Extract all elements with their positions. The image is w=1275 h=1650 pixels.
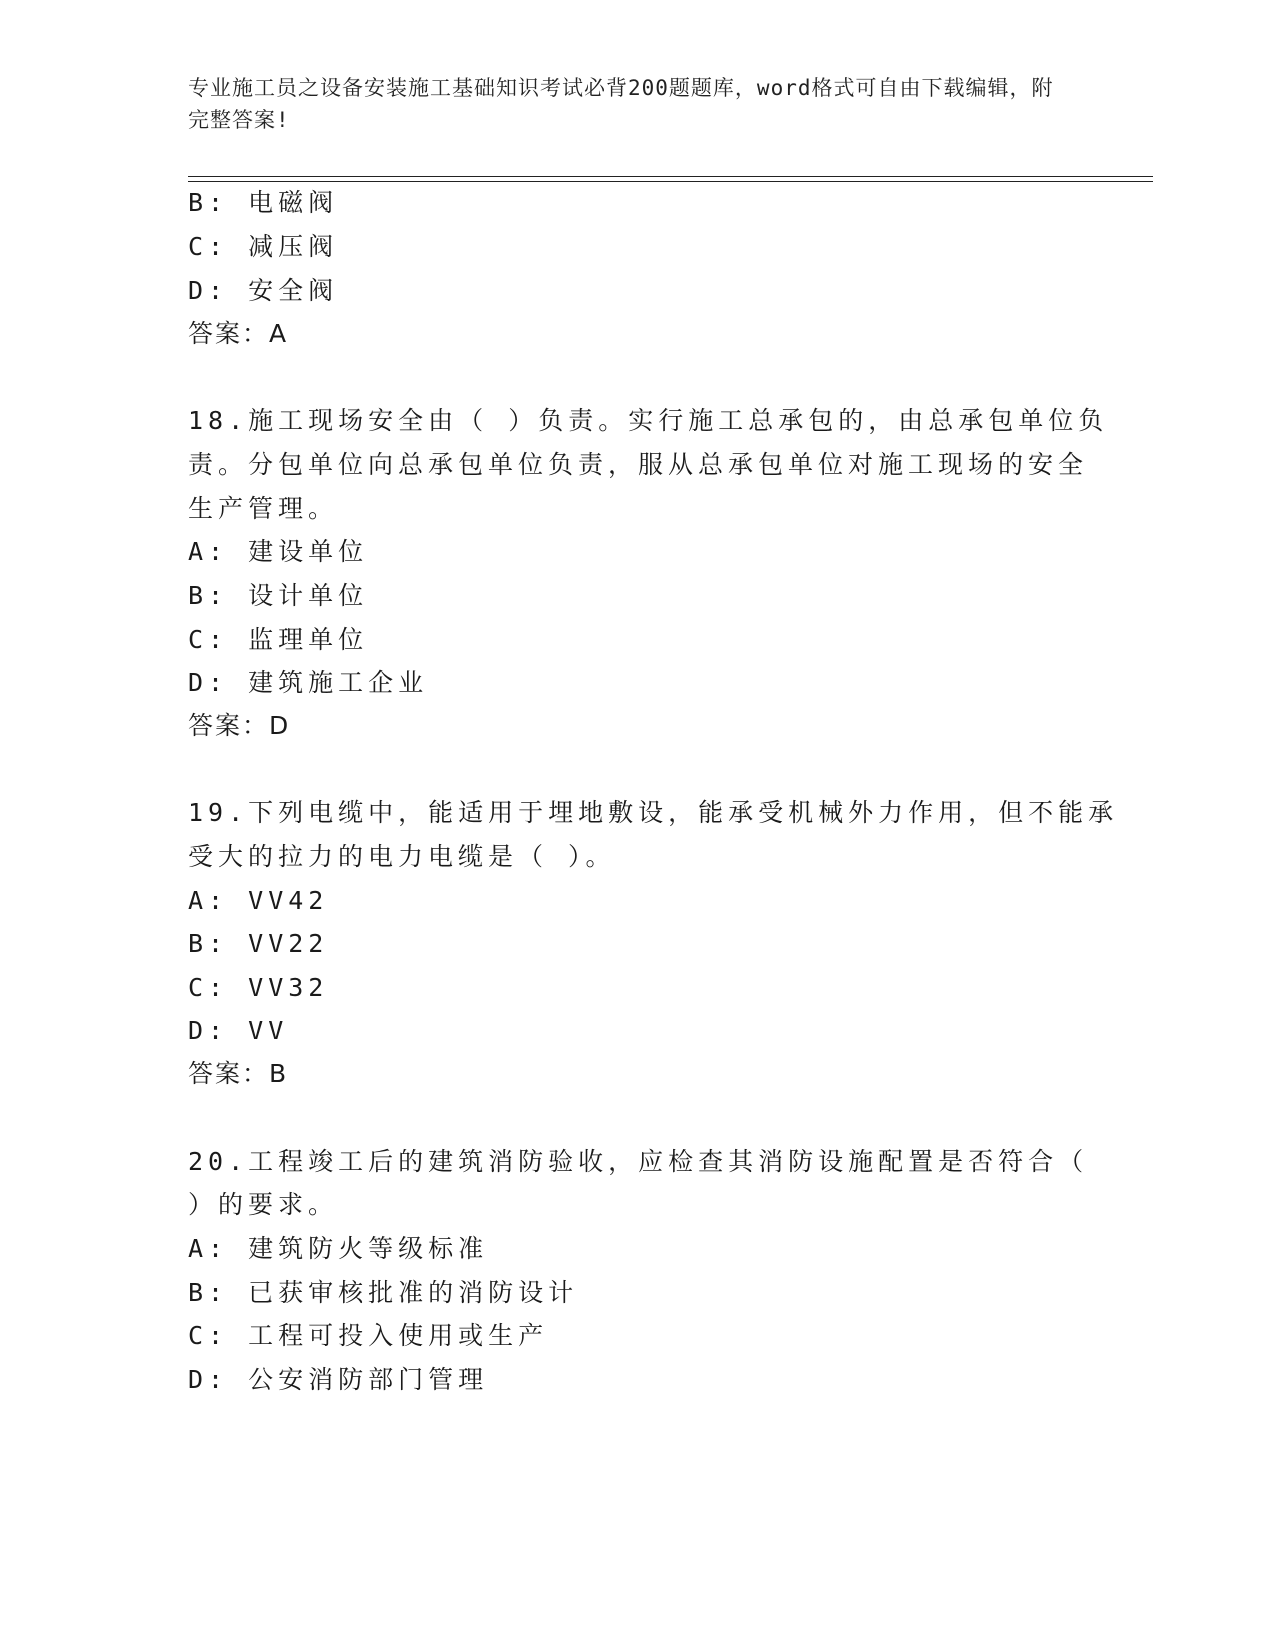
q19-option-a: A: VV42 (188, 886, 329, 915)
q17-answer: 答案：A (188, 319, 289, 348)
q19-option-d: D: VV (188, 1016, 289, 1045)
q19-option-b: B: VV22 (188, 929, 329, 958)
q19-answer: 答案：B (188, 1059, 289, 1088)
q17-option-d: D: 安全阀 (188, 276, 339, 305)
q17-option-b: B: 电磁阀 (188, 188, 339, 217)
q19-option-c: C: VV32 (188, 973, 329, 1002)
q20-stem-line-2: ）的要求。 (188, 1190, 339, 1219)
q20-option-a: A: 建筑防火等级标准 (188, 1234, 489, 1263)
q20-option-d: D: 公安消防部门管理 (188, 1365, 489, 1394)
q18-stem-line-3: 生产管理。 (188, 494, 339, 523)
header-divider-secondary (188, 181, 1153, 182)
q19-stem-line-1: 19.下列电缆中，能适用于埋地敷设，能承受机械外力作用，但不能承 (188, 798, 1119, 827)
page-header: 专业施工员之设备安装施工基础知识考试必背200题题库，word格式可自由下载编辑，附完整答案! (188, 76, 1054, 132)
q20-option-c: C: 工程可投入使用或生产 (188, 1321, 549, 1350)
q17-option-c: C: 减压阀 (188, 232, 339, 261)
q20-option-b: B: 已获审核批准的消防设计 (188, 1278, 579, 1307)
q18-answer: 答案：D (188, 711, 291, 740)
q18-option-a: A: 建设单位 (188, 537, 369, 566)
q18-stem-line-1: 18.施工现场安全由（ ）负责。实行施工总承包的，由总承包单位负 (188, 406, 1109, 435)
q18-option-d: D: 建筑施工企业 (188, 668, 429, 697)
q18-option-b: B: 设计单位 (188, 581, 369, 610)
header-divider (188, 176, 1153, 177)
q18-stem-line-2: 责。分包单位向总承包单位负责，服从总承包单位对施工现场的安全 (188, 450, 1089, 479)
q19-stem-line-2: 受大的拉力的电力电缆是（ ）。 (188, 842, 616, 871)
q20-stem-line-1: 20.工程竣工后的建筑消防验收，应检查其消防设施配置是否符合（ (188, 1147, 1089, 1176)
q18-option-c: C: 监理单位 (188, 625, 369, 654)
